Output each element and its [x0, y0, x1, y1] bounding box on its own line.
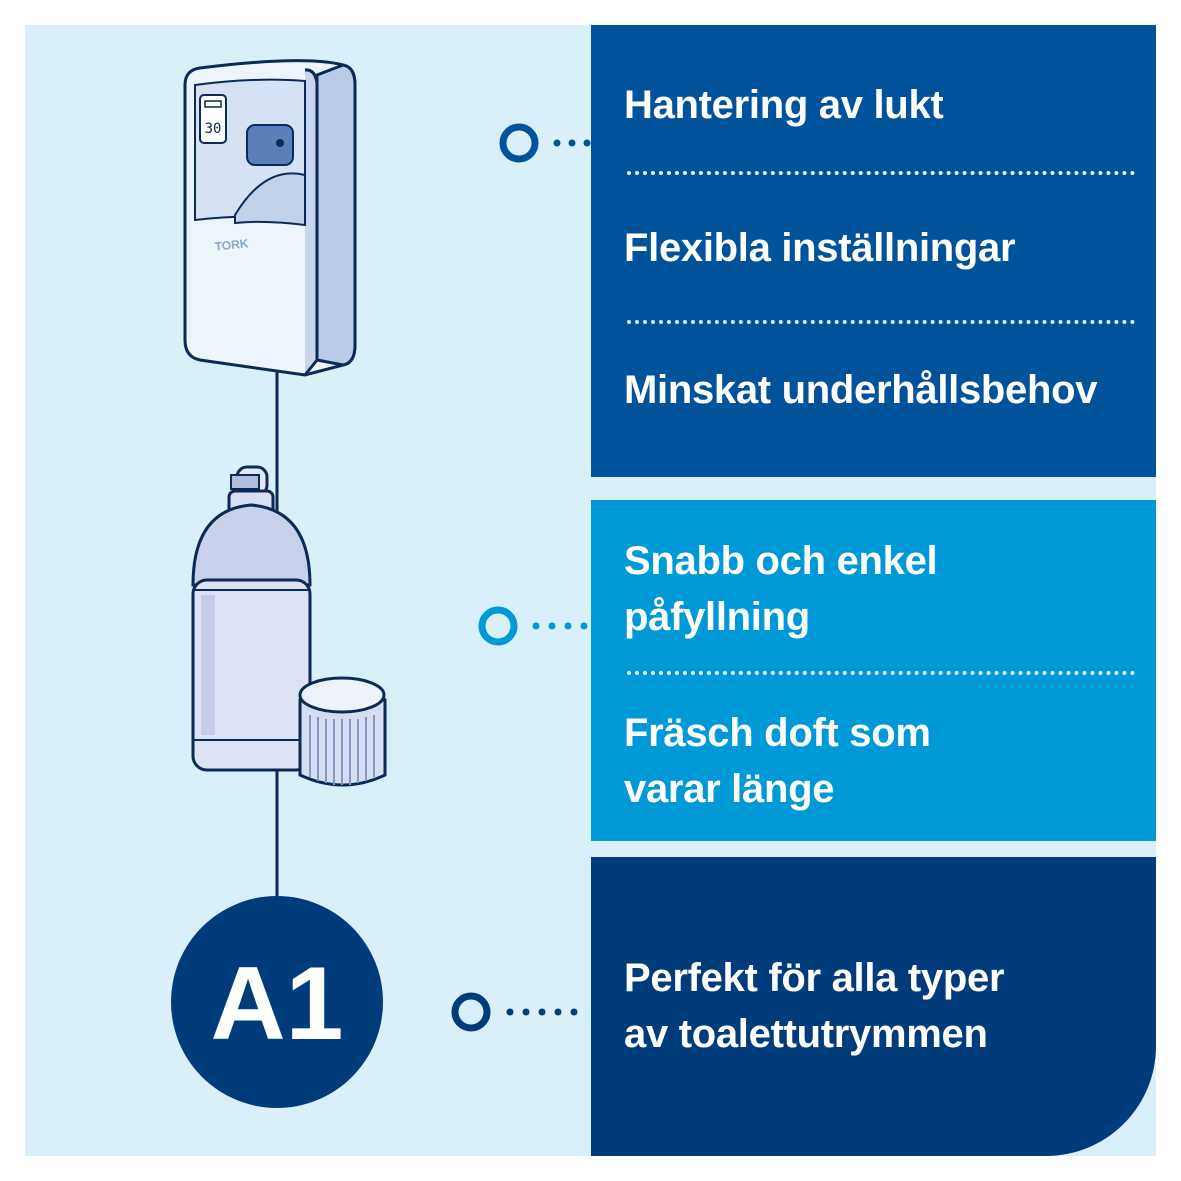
- dotted-divider: [627, 671, 1135, 675]
- feature-panel-odor: [591, 25, 1156, 477]
- dotted-divider: [627, 320, 1135, 324]
- feature-all-restrooms-line1: Perfekt för alla typer: [624, 956, 1005, 1000]
- feature-fresh-scent-line1: Fräsch doft som: [624, 711, 931, 755]
- connector-dot-icon: [503, 127, 591, 159]
- feature-quick-refill: [624, 533, 1144, 645]
- cap-icon: [300, 678, 385, 785]
- infographic-canvas: [25, 25, 1156, 1156]
- a1-badge-label: A1: [210, 946, 344, 1062]
- feature-panel-refill: [591, 500, 1156, 841]
- feature-fresh-scent-line2: varar länge: [624, 767, 835, 811]
- display-readout: 30: [204, 121, 222, 137]
- aerosol-refill-can-icon: [193, 467, 310, 770]
- a1-badge: [171, 896, 383, 1108]
- feature-odor-control: Hantering av lukt: [624, 83, 944, 127]
- feature-quick-refill-line1: Snabb och enkel: [624, 539, 938, 583]
- connector-dot-icon: [455, 996, 578, 1028]
- feature-quick-refill-line2: påfyllning: [624, 595, 810, 639]
- feature-flexible-settings: Flexibla inställningar: [624, 226, 1016, 270]
- feature-panel-use: [591, 857, 1156, 1156]
- connector-dot-icon: [482, 610, 588, 642]
- feature-all-restrooms-line2: av toalettutrymmen: [624, 1012, 988, 1056]
- brand-logo: TORK: [214, 236, 250, 254]
- dotted-divider: [627, 171, 1135, 175]
- feature-reduced-maintenance: Minskat underhållsbehov: [624, 368, 1098, 412]
- feature-all-restrooms: [624, 950, 1144, 1062]
- feature-fresh-scent: [624, 705, 1144, 817]
- air-freshener-dispenser-icon: [185, 61, 355, 375]
